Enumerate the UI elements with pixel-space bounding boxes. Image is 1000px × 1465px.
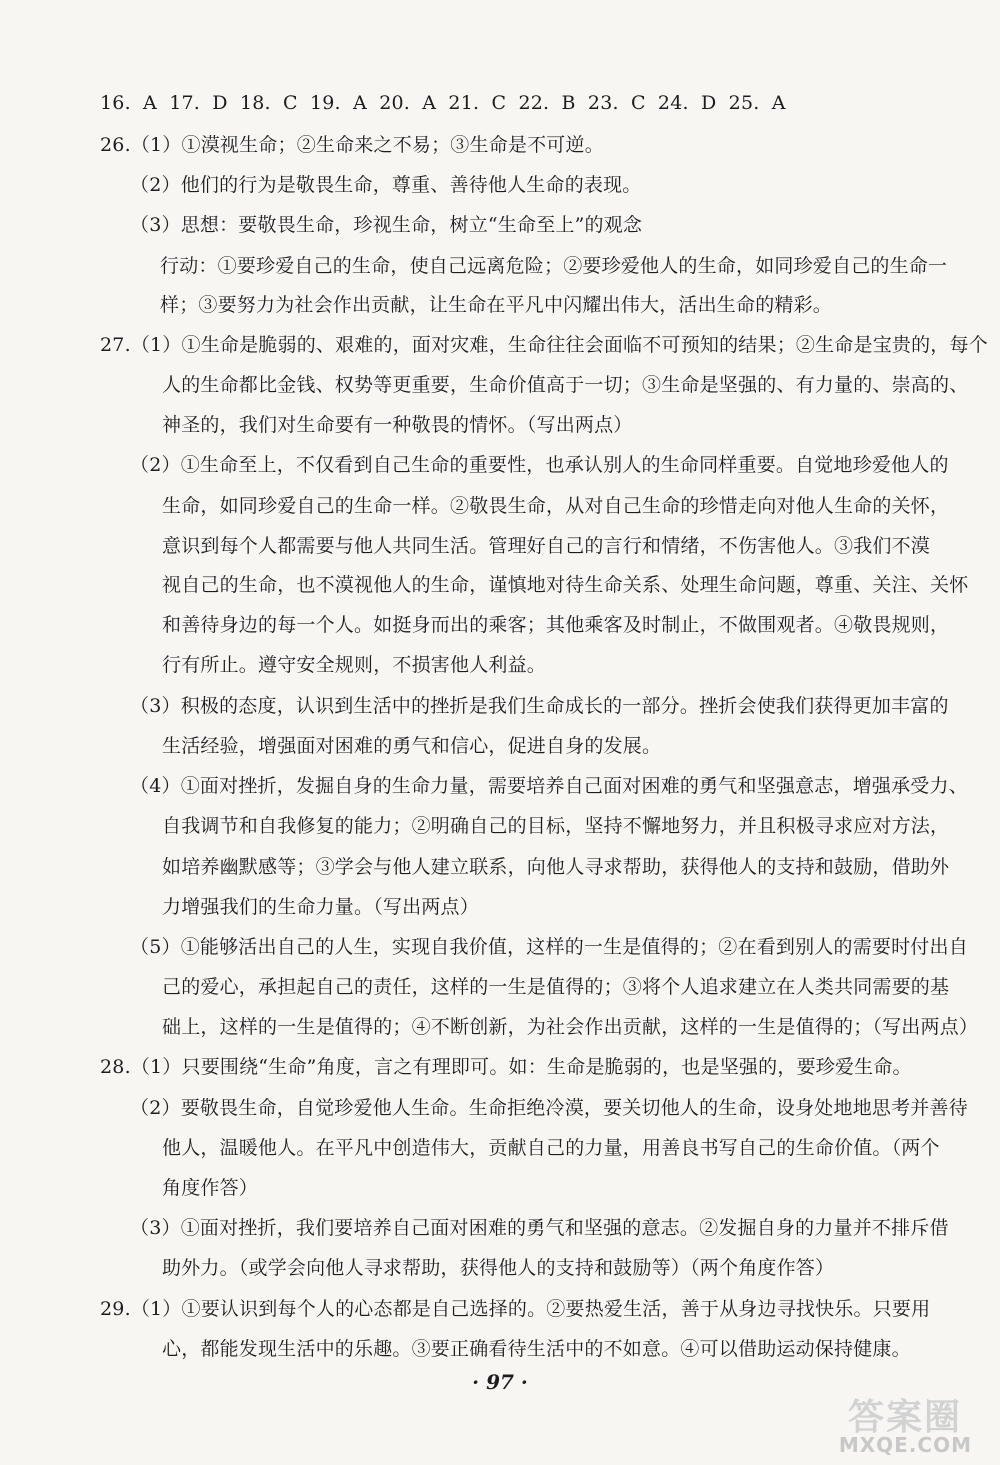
answer-line: 生命，如同珍爱自己的生命一样。②敬畏生命，从对自己生命的珍惜走向对他人生命的关怀， [162,495,950,517]
answer-line: 人的生命都比金钱、权势等更重要，生命价值高于一切；③生命是坚强的、有力量的、崇高的、 [162,374,969,396]
answer-line: 和善待身边的每一个人。如挺身而出的乘客；其他乘客及时制止，不做围观者。④敬畏规则， [162,614,950,636]
page-number: · 97 · [472,1370,528,1394]
answer-line: 角度作答） [162,1177,259,1199]
watermark-logo [822,1389,972,1457]
answer-line: （2）①生命至上，不仅看到自己生命的重要性，也承认别人的生命同样重要。自觉地珍爱他人的 [130,454,949,476]
answer-line: （3）思想：要敬畏生命，珍视生命，树立“生命至上”的观念 [130,214,643,236]
answer-line: 行有所止。遵守安全规则，不损害他人利益。 [162,654,547,676]
answer-line: （2）要敬畏生命，自觉珍爱他人生命。生命拒绝冷漠，要关切他人的生命，设身处地地思考并善待 [130,1097,968,1119]
answer-line: 意识到每个人都需要与他人共同生活。管理好自己的言行和情绪，不伤害他人。③我们不漠 [162,535,931,557]
watermark-url: MXQE.COM [838,1433,972,1457]
answer-line: 28.（1）只要围绕“生命”角度，言之有理即可。如：生命是脆弱的，也是坚强的，要珍爱生命。 [100,1056,912,1078]
answer-line: （2）他们的行为是敬畏生命，尊重、善待他人生命的表现。 [130,174,642,196]
answer-line: （3）①面对挫折，我们要培养自己面对困难的勇气和坚强的意志。②发掘自身的力量并不排斥借 [130,1217,949,1239]
answer-line: 自我调节和自我修复的能力；②明确自己的目标，坚持不懈地努力，并且积极寻求应对方法， [162,815,950,837]
answer-line: （4）①面对挫折，发掘自身的生命力量，需要培养自己面对困难的勇气和坚强意志，增强承受力、 [130,775,968,797]
answer-line: 助外力。（或学会向他人寻求帮助，获得他人的支持和鼓励等）（两个角度作答） [162,1257,835,1279]
answer-line: 行动：①要珍爱自己的生命，使自己远离危险；②要珍爱他人的生命，如同珍爱自己的生命一 [160,255,948,277]
answer-line: 神圣的，我们对生命要有一种敬畏的情怀。（写出两点） [162,414,633,436]
answer-line: 己的爱心，承担起自己的责任，这样的一生是值得的；③将个人追求建立在人类共同需要的基 [162,976,950,998]
answer-line: 视自己的生命，也不漠视他人的生命，谨慎地对待生命关系、处理生命问题，尊重、关注、关怀 [162,574,969,596]
multiple-choice-answers: 16. A 17. D 18. C 19. A 20. A 21. C 22. B 23. C 24. D 25. A [100,92,786,114]
watermark-title: 答案圈 [847,1397,962,1438]
answer-line: （5）①能够活出自己的人生，实现自我价值，这样的一生是值得的；②在看到别人的需要时付出自 [130,936,968,958]
answer-line: 样；③要努力为社会作出贡献，让生命在平凡中闪耀出伟大，活出生命的精彩。 [160,294,833,316]
answer-line: 力增强我们的生命力量。（写出两点） [162,896,479,918]
answer-line: 26.（1）①漠视生命；②生命来之不易；③生命是不可逆。 [100,134,604,156]
answer-line: 他人，温暖他人。在平凡中创造伟大，贡献自己的力量，用善良书写自己的生命价值。（两个 [162,1137,940,1159]
answer-line: 如培养幽默感等；③学会与他人建立联系，向他人寻求帮助，获得他人的支持和鼓励，借助外 [162,856,950,878]
answer-line: 27.（1）①生命是脆弱的、艰难的，面对灾难，生命往往会面临不可预知的结果；②生命是宝贵的，每个 [100,334,988,356]
answer-line: 29.（1）①要认识到每个人的心态都是自己选择的。②要热爱生活，善于从身边寻找快乐。只要用 [100,1298,931,1320]
answer-line: （3）积极的态度，认识到生活中的挫折是我们生命成长的一部分。挫折会使我们获得更加丰富的 [130,695,949,717]
answer-line: 心，都能发现生活中的乐趣。③要正确看待生活中的不如意。④可以借助运动保持健康。 [162,1338,911,1360]
answer-line: 础上，这样的一生是值得的；④不断创新，为社会作出贡献，这样的一生是值得的；（写出两点） [162,1016,979,1038]
answer-line: 生活经验，增强面对困难的勇气和信心，促进自身的发展。 [162,735,662,757]
